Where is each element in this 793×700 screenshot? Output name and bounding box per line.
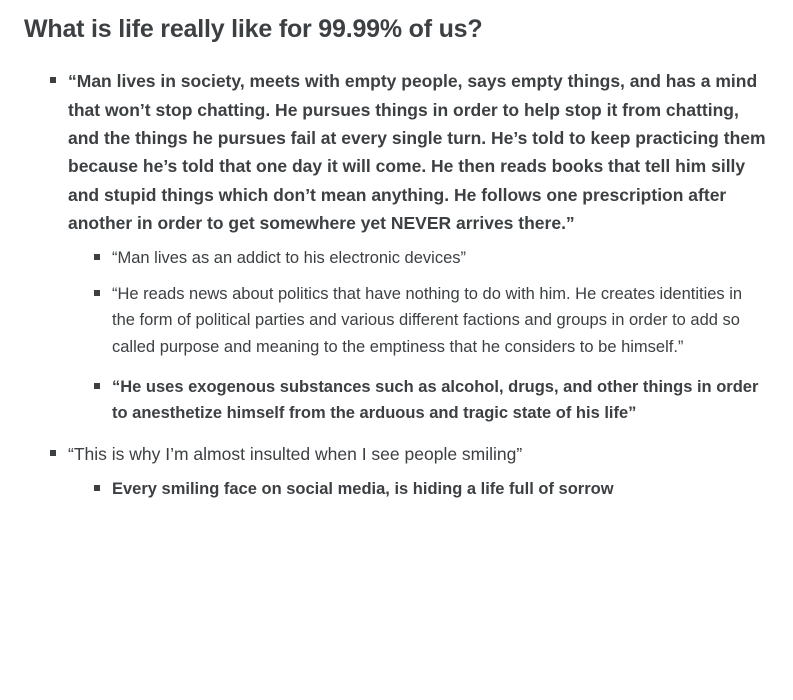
list-item: [90, 374, 769, 426]
list-item: [46, 67, 769, 425]
list-item-text: “Man lives in society, meets with empty people, says empty things, and has a mind that won’t stop chatting. He pursues things in order to help stop it from chatting, and the things he pursues fail at every single turn. He’s told to keep practicing them because he’s told that one day it will come. He then reads books that tell him silly and stupid things which don’t mean anything. He follows one prescription after another in order to get somewhere yet NEVER arrives there.”: [68, 71, 766, 233]
list-item: [90, 281, 769, 359]
outline-list-level-2: [90, 245, 769, 425]
list-item-text: “He reads news about politics that have nothing to do with him. He creates identities in the form of political parties and various different factions and groups in order to add so called purpose and meaning to the emptiness that he considers to be himself.”: [112, 285, 743, 356]
list-item-text: Every smiling face on social media, is hiding a life full of sorrow: [112, 480, 614, 499]
list-item: [90, 245, 769, 271]
outline-list-level-1: [46, 67, 769, 502]
list-item-text: “This is why I’m almost insulted when I see people smiling”: [68, 443, 523, 464]
list-item-text: “Man lives as an addict to his electronic devices”: [112, 249, 466, 268]
page-title: What is life really like for 99.99% of us?: [24, 15, 483, 43]
outline-list-level-2: [90, 476, 769, 502]
list-item-text: “He uses exogenous substances such as alcohol, drugs, and other things in order to anesthetize himself from the arduous and tragic state of his life”: [112, 377, 759, 422]
list-item: [90, 476, 769, 502]
list-item: [46, 440, 769, 502]
